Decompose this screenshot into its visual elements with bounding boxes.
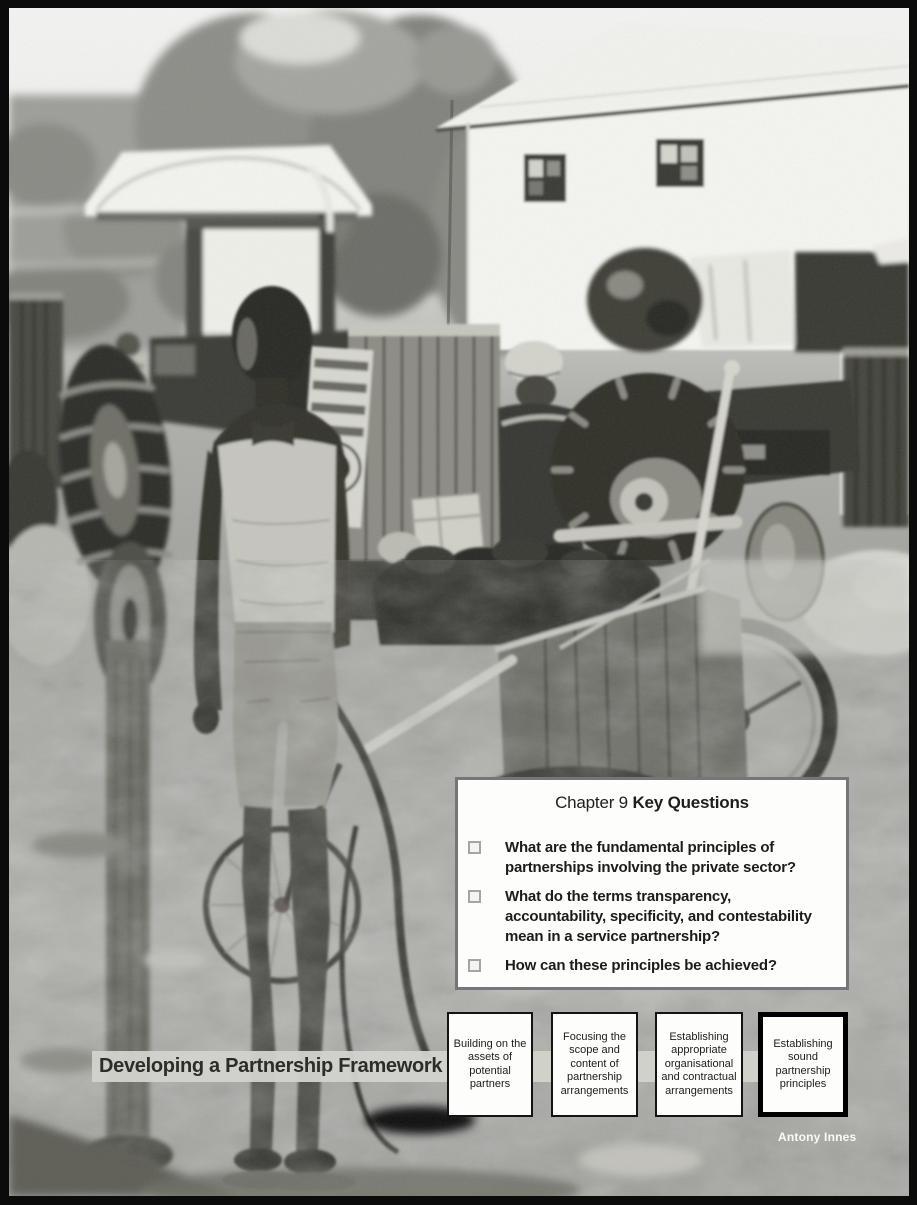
question-item <box>458 838 846 878</box>
framework-step-box-highlighted <box>758 1012 848 1117</box>
chapter-label: Chapter 9 <box>555 793 628 812</box>
checkbox-icon <box>468 890 481 903</box>
question-text <box>505 838 796 878</box>
photo-credit: Antony Innes <box>778 1130 857 1144</box>
framework-step-box <box>447 1012 533 1117</box>
question-line: partnerships involving the private sector? <box>505 859 796 876</box>
question-text <box>505 956 777 976</box>
question-line: What do the terms transparency, <box>505 888 732 905</box>
step-label: Establishing appropriate organisational and contractual arrangements <box>661 1030 737 1097</box>
question-text <box>505 887 812 947</box>
framework-step-box <box>655 1012 743 1117</box>
framework-step-box <box>551 1012 638 1117</box>
question-item <box>458 887 846 947</box>
question-item <box>458 956 846 976</box>
key-questions-box <box>455 777 849 990</box>
question-line: How can these principles be achieved? <box>505 957 777 974</box>
section-title: Developing a Partnership Framework <box>99 1055 443 1077</box>
key-questions-heading: Key Questions <box>632 793 749 812</box>
question-line: accountability, specificity, and contestability <box>505 908 812 925</box>
step-label: Establishing sound partnership principles <box>773 1037 833 1090</box>
question-line: mean in a service partnership? <box>505 928 720 945</box>
checkbox-icon <box>468 959 481 972</box>
question-line: What are the fundamental principles of <box>505 839 775 856</box>
step-label: Building on the assets of potential partners <box>453 1037 527 1090</box>
key-questions-title <box>458 793 846 813</box>
checkbox-icon <box>468 841 481 854</box>
step-label: Focusing the scope and content of partnership arrangements <box>560 1030 629 1097</box>
